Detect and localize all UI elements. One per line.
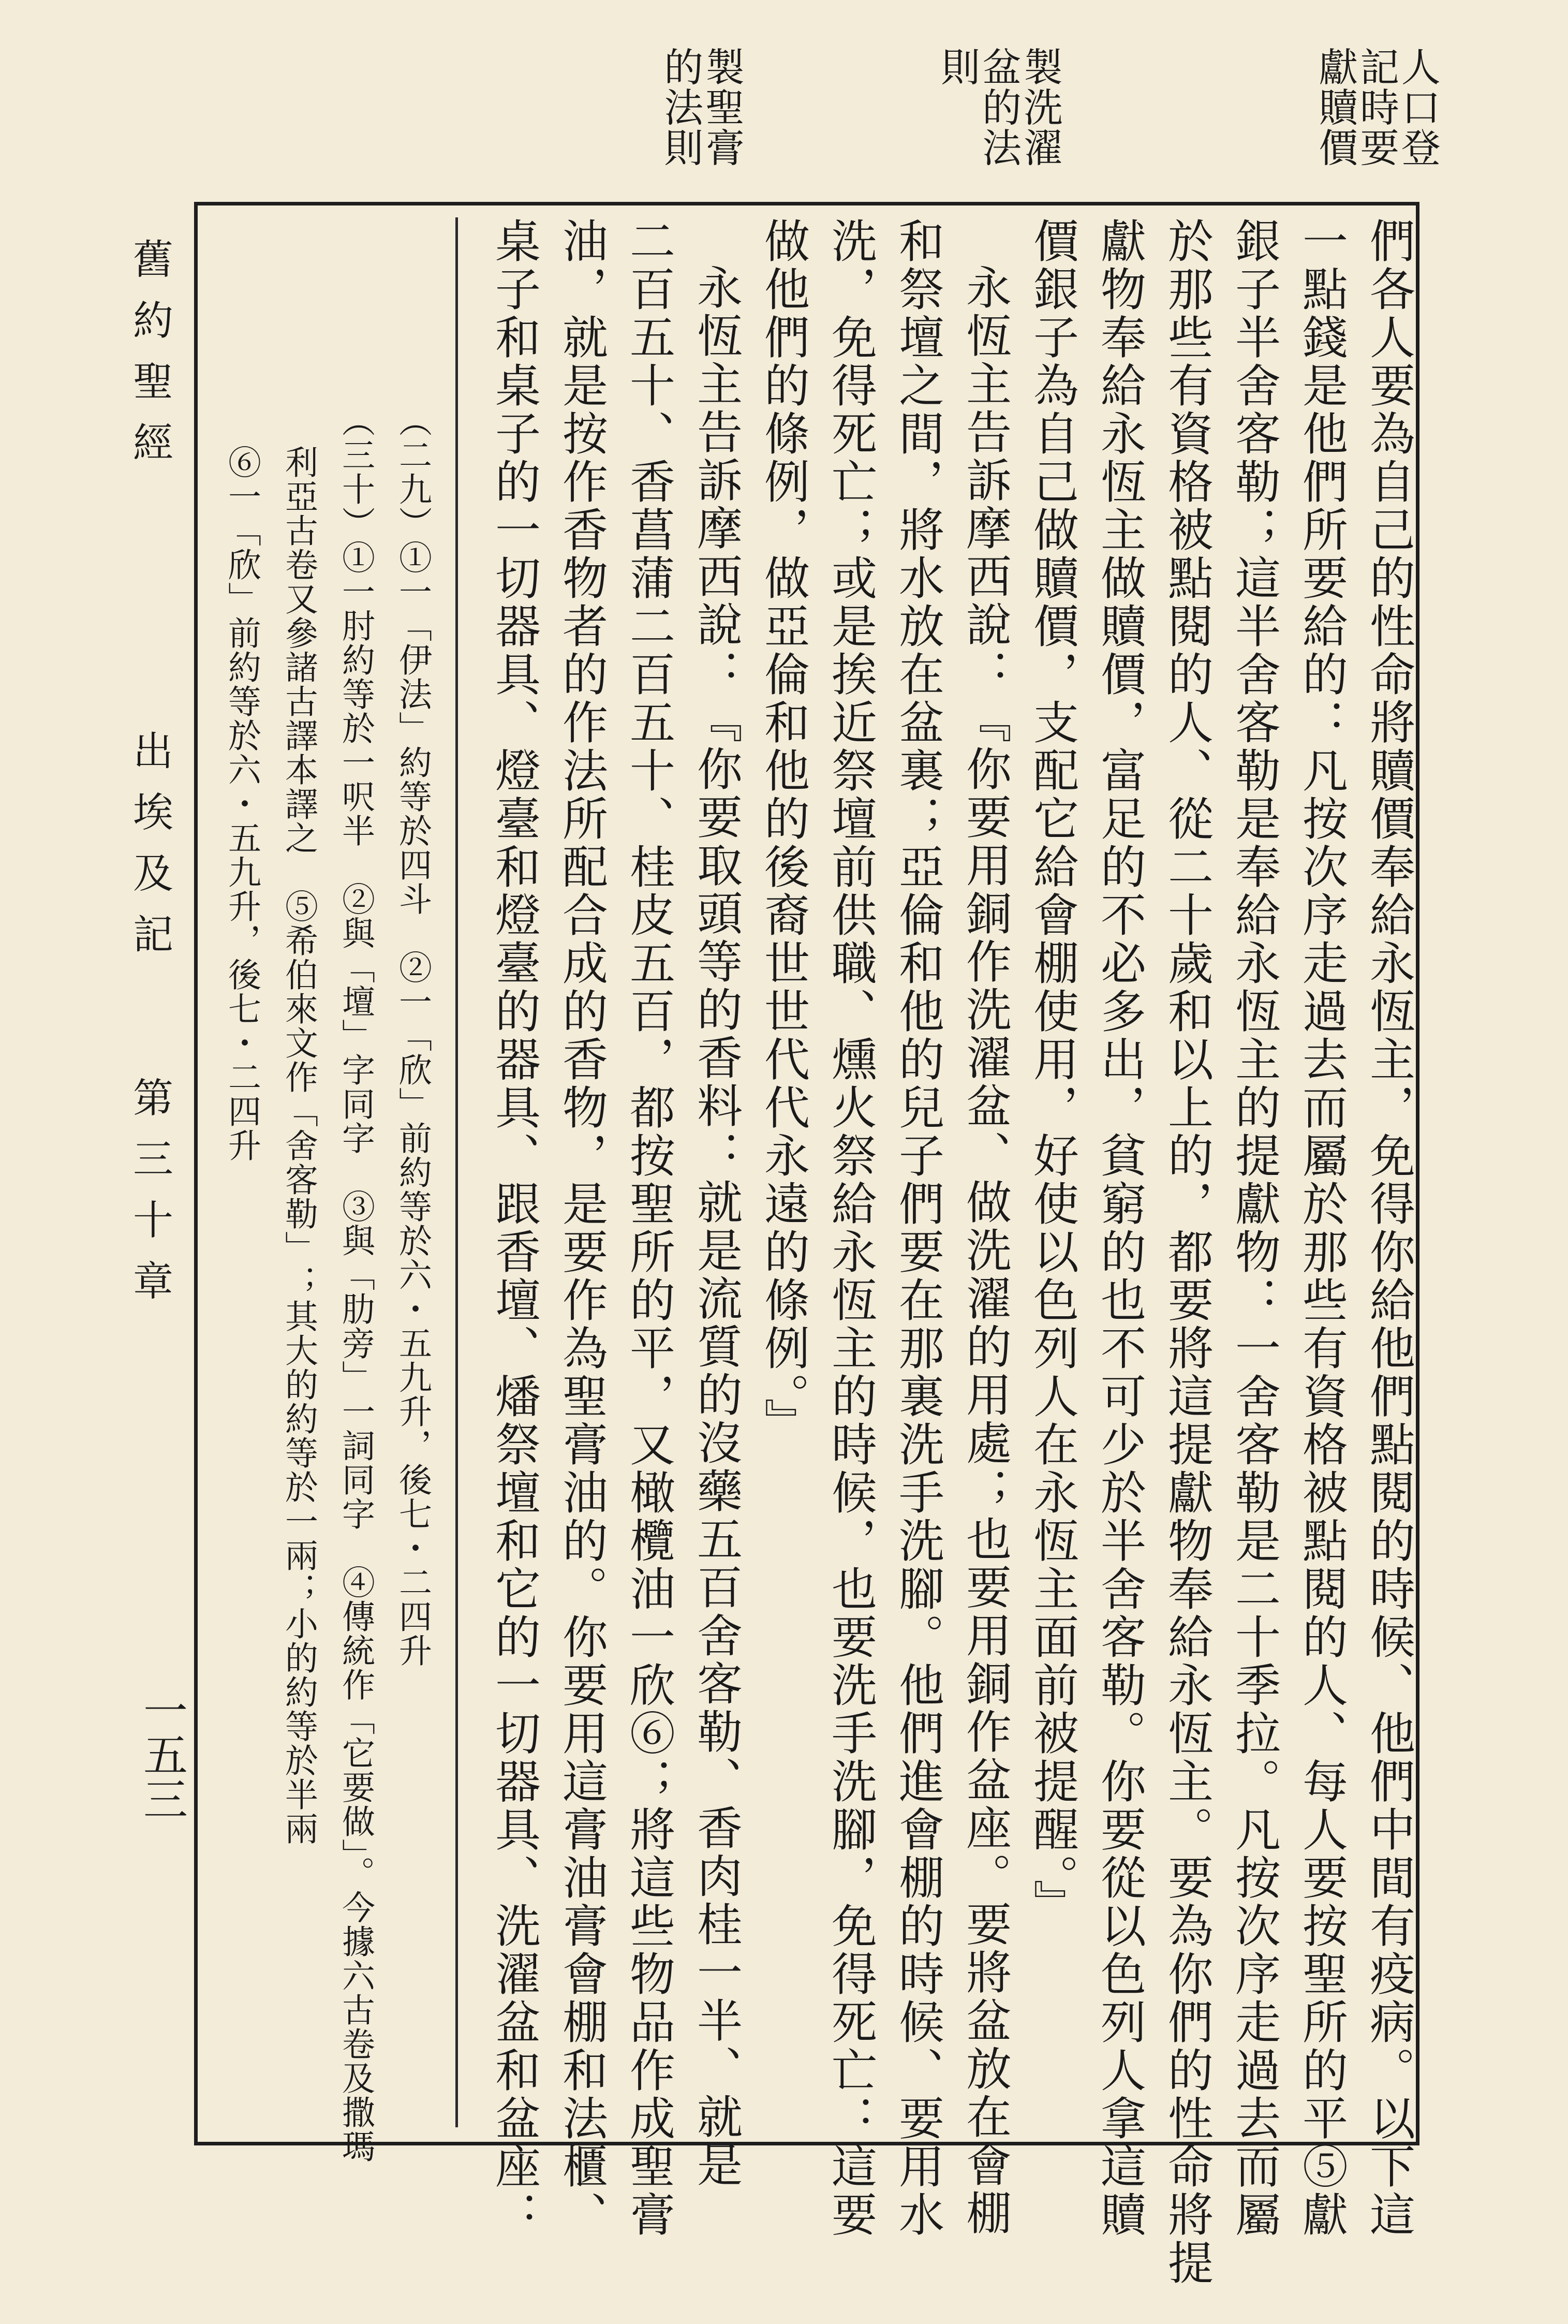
body-column: 一點錢是他們所要給的：凡按次序走過去而屬於那些有資格被點閱的人、每人要按聖所的平⑤獻 [1295, 217, 1349, 2239]
footnote-separator [455, 217, 458, 2127]
body-column: 和祭壇之間，將水放在盆裏；亞倫和他的兒子們要在那裏洗手洗腳。他們進會棚的時候、要用水 [892, 217, 945, 2239]
body-column: 銀子半舍客勒；這半舍客勒是奉給永恆主的提獻物：一舍客勒是二十季拉。凡按次序走過去而屬 [1228, 217, 1281, 2239]
footnote: ⑥一「欣」前約等於六・五九升，後七・二四升 [223, 445, 261, 1163]
footnote: 利亞古卷又參諸古譯本譯之 ⑤希伯來文作「舍客勒」；其大的約等於一兩；小的約等於半兩 [279, 445, 318, 1846]
page-number: 一五三 [136, 1687, 187, 1821]
body-column: 價銀子為自己做贖價，支配它給會棚使用，好使以色列人在永恆主面前被提醒。』 [1026, 217, 1079, 1928]
body-column: 永恆主告訴摩西說：『你要取頭等的香料：就是流質的沒藥五百舍客勒、香肉桂一半、就是 [690, 264, 743, 2189]
body-column: 永恆主告訴摩西說：『你要用銅作洗濯盆、做洗濯的用處；也要用銅作盆座。要將盆放在會棚 [959, 264, 1012, 2238]
body-column: 油，就是按作香物者的作法所配合成的香物，是要作為聖膏油的。你要用這膏油膏會棚和法櫃、 [555, 217, 609, 2239]
body-column: 做他們的條例，做亞倫和他的後裔世世代代永遠的條例。』 [757, 217, 810, 1446]
running-head-section: 出埃及記 [126, 730, 173, 974]
body-column: 二百五十、香菖蒲二百五十、桂皮五百，都按聖所的平，又橄欖油一欣⑥；將這些物品作成聖膏 [623, 217, 676, 2239]
running-head-chapter: 第三十章 [126, 1077, 173, 1321]
body-column: 們各人要為自己的性命將贖價奉給永恆主，免得你給他們點閱的時候、他們中間有疫病。以下這 [1363, 217, 1416, 2239]
footnote: （三十）①一肘約等於一呎半 ②與「壇」字同字 ③與「肋旁」一詞同字 ④傳統作「它要做」。今據六古卷及撒瑪 [336, 404, 375, 2164]
body-column: 於那些有資格被點閱的人、從二十歲和以上的，都要將這提獻物奉給永恆主。要為你們的性命將提 [1161, 217, 1214, 2287]
running-head-book: 舊約聖經 [126, 238, 173, 482]
side-note: 人口登記時要獻贖價 [1312, 47, 1441, 168]
body-column: 洗，免得死亡；或是挨近祭壇前供職、燻火祭給永恆主的時候，也要洗手洗腳，免得死亡：這要 [824, 217, 878, 2239]
body-column: 桌子和桌子的一切器具、燈臺和燈臺的器具、跟香壇、燔祭壇和它的一切器具、洗濯盆和盆座： [488, 217, 541, 2239]
side-note: 製聖膏的法則 [657, 47, 745, 168]
side-note: 製洗濯盆的法則 [934, 47, 1063, 168]
footnote: （二九）①一「伊法」約等於四斗 ②一「欣」前約等於六・五九升，後七・二四升 [393, 404, 432, 1668]
body-column: 獻物奉給永恆主做贖價，富足的不必多出，貧窮的也不可少於半舍客勒。你要從以色列人拿這贖 [1093, 217, 1147, 2239]
